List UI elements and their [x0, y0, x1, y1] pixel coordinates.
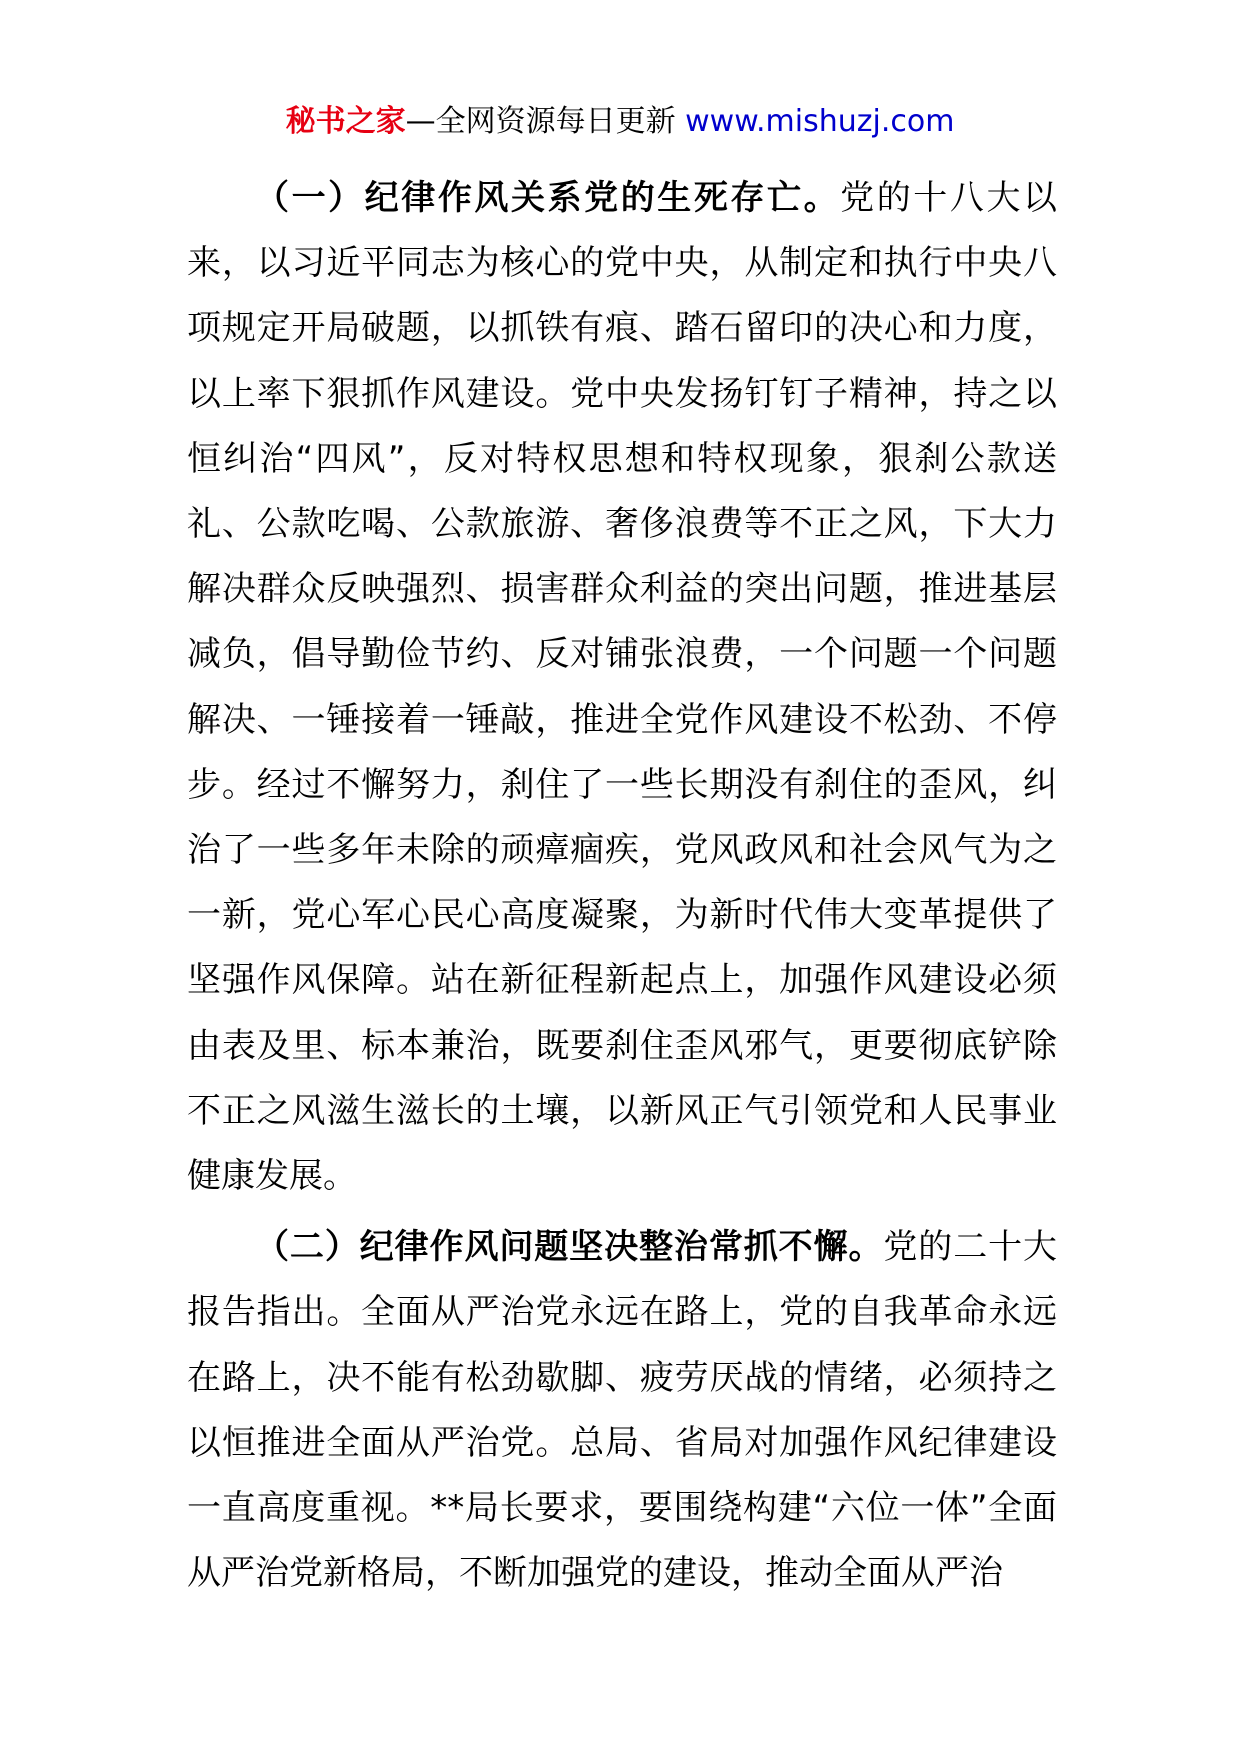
paragraph-2: [187, 1215, 1057, 1606]
brand-name: 秘书之家: [285, 104, 406, 139]
paragraph-1-text: 党的十八大以来，以习近平同志为核心的党中央，从制定和执行中央八项规定开局破题，以抓铁有痕、踏石留印的决心和力度，以上率下狠抓作风建设。党中央发扬钉钉子精神，持之以恒纠治“四风”，反对特权思想和特权现象，狠刹公款送礼、公款吃喝、公款旅游、奢侈浪费等不正之风，下大力解决群众反映强烈、损害群众利益的突出问题，推进基层减负，倡导勤俭节约、反对铺张浪费，一个问题一个问题解决、一锤接着一锤敲，推进全党作风建设不松劲、不停步。经过不懈努力，刹住了一些长期没有刹住的歪风，纠治了一些多年未除的顽瘴痼疾，党风政风和社会风气为之一新，党心军心民心高度凝聚，为新时代伟大变革提供了坚强作风保障。站在新征程新起点上，加强作风建设必须由表及里、标本兼治，既要刹住歪风邪气，更要彻底铲除不正之风滋生滋长的土壤，以新风正气引领党和人民事业健康发展。: [187, 178, 1058, 1197]
site-url-link[interactable]: www.mishuzj.com: [685, 104, 955, 139]
paragraph-1: [187, 166, 1057, 1209]
site-banner: [0, 100, 1240, 144]
paragraph-2-text: 党的二十大报告指出。全面从严治党永远在路上，党的自我革命永远在路上，决不能有松劲歇脚、疲劳厌战的情绪，必须持之以恒推进全面从严治党。总局、省局对加强作风纪律建设一直高度重视。**局长要求，要围绕构建“六位一体”全面从严治党新格局，不断加强党的建设，推动全面从严治: [187, 1227, 1058, 1594]
banner-tagline: —全网资源每日更新: [405, 104, 686, 139]
paragraph-1-heading: （一）纪律作风关系党的生死存亡。: [255, 178, 841, 218]
paragraph-2-heading: （二）纪律作风问题坚决整治常抓不懈。: [255, 1227, 884, 1268]
document-body: [187, 166, 1057, 1606]
